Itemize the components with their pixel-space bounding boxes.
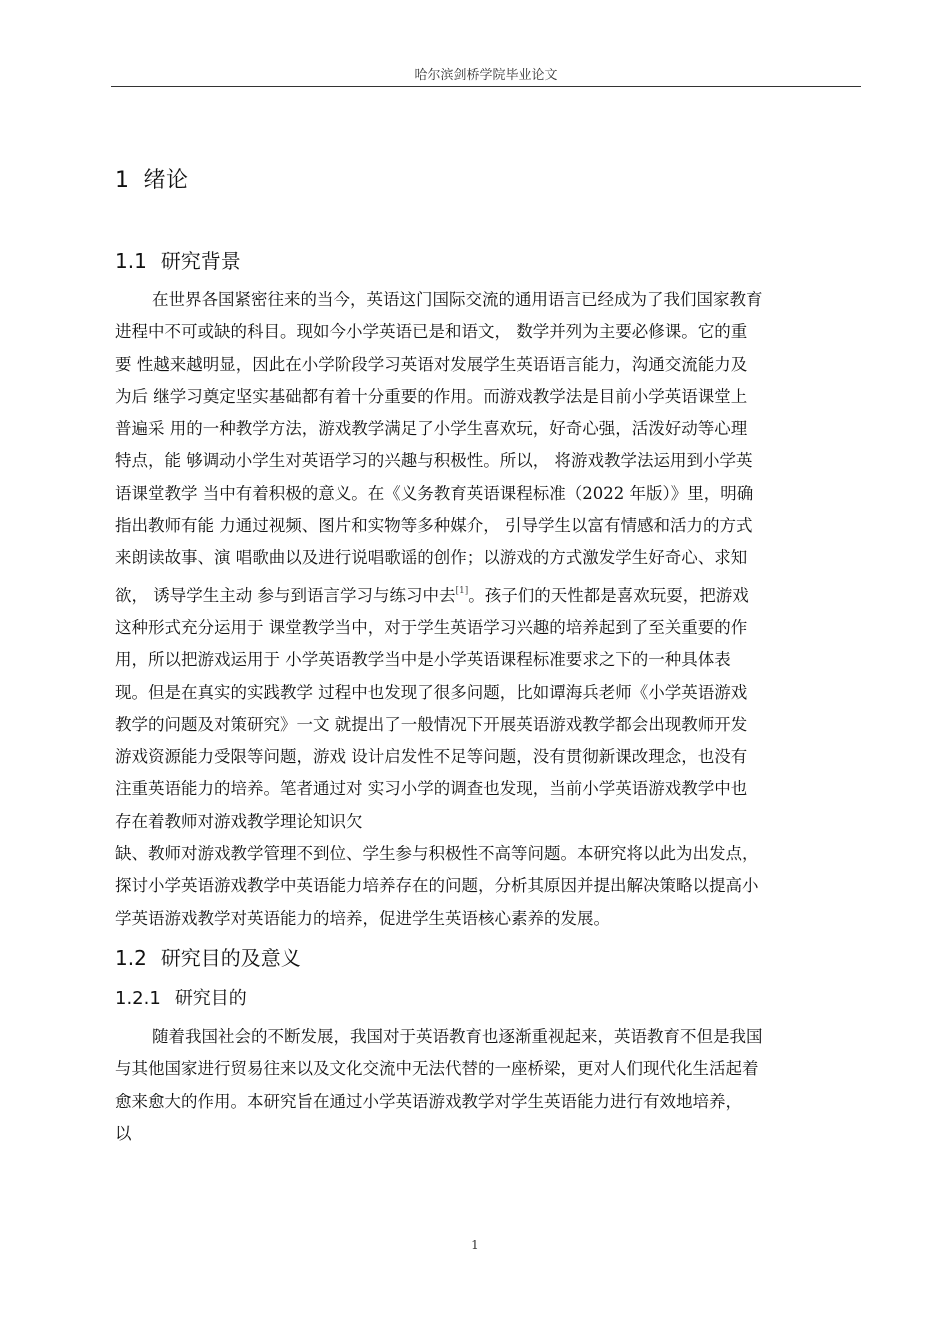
citation-marker[interactable]: [1]: [455, 585, 469, 596]
text-line: 特点，能 够调动小学生对英语学习的兴趣与积极性。所以， 将游戏教学法运用到小学英: [115, 451, 753, 471]
page-number: 1: [471, 1238, 479, 1252]
text-line-with-citation: [115, 575, 860, 612]
text-line: 用，所以把游戏运用于 小学英语教学当中是小学英语课程标准要求之下的一种具体表: [115, 650, 731, 670]
text-segment: 欲， 诱导学生主动 参与到语言学习与练习中去: [115, 585, 456, 605]
text-line: 游戏资源能力受限等问题，游戏 设计启发性不足等问题，没有贯彻新课改理念，也没有: [115, 747, 748, 767]
text-line: 注重英语能力的培养。笔者通过对 实习小学的调查也发现，当前小学英语游戏教学中也: [115, 779, 748, 799]
text-segment: 。孩子们的天性都是喜欢玩耍，把游戏: [468, 585, 749, 605]
text-line: 普遍采 用的一种教学方法，游戏教学满足了小学生喜欢玩，好奇心强，活泼好动等心理: [115, 419, 748, 439]
text-line: 为后 继学习奠定坚实基础都有着十分重要的作用。而游戏教学法是目前小学英语课堂上: [115, 386, 748, 406]
page-header: 哈尔滨剑桥学院毕业论文: [414, 68, 558, 83]
chapter-number: 1: [115, 168, 130, 193]
text-line: 与其他国家进行贸易往来以及文化交流中无法代替的一座桥梁，更对人们现代化生活起着: [115, 1059, 759, 1079]
document-body: [115, 160, 860, 1150]
section-number: 1.2: [115, 945, 147, 970]
text-line: 教学的问题及对策研究》一文 就提出了一般情况下开展英语游戏教学都会出现教师开发: [115, 714, 748, 734]
chapter-title: 绪论: [143, 168, 189, 193]
text-line: 来朗读故事、演 唱歌曲以及进行说唱歌谣的创作；以游戏的方式激发学生好奇心、求知: [115, 548, 748, 568]
text-line: 要 性越来越明显，因此在小学阶段学习英语对发展学生英语语言能力，沟通交流能力及: [115, 354, 748, 374]
text-line: 在世界各国紧密往来的当今，英语这门国际交流的通用语言已经成为了我们国家教育: [152, 290, 763, 309]
text-line: 存在着教师对游戏教学理论知识欠: [115, 811, 363, 831]
text-line: 探讨小学英语游戏教学中英语能力培养存在的问题，分析其原因并提出解决策略以提高小: [115, 876, 759, 896]
section-heading-1-1: [115, 242, 860, 280]
text-line: 进程中不可或缺的科目。现如今小学英语已是和语文， 数学并列为主要必修课。它的重: [115, 322, 748, 342]
header-rule: [111, 86, 861, 87]
paragraph-background: [115, 284, 860, 935]
subsection-title: 研究目的: [174, 987, 247, 1009]
chapter-heading: [115, 160, 860, 202]
section-title: 研究目的及意义: [160, 945, 301, 970]
text-line: 现。但是在真实的实践教学 过程中也发现了很多问题，比如谭海兵老师《小学英语游戏: [115, 682, 748, 702]
text-line: 以: [115, 1123, 132, 1143]
text-line: 学英语游戏教学对英语能力的培养，促进学生英语核心素养的发展。: [115, 908, 610, 928]
subsection-heading-1-2-1: [115, 981, 860, 1017]
text-line: 随着我国社会的不断发展，我国对于英语教育也逐渐重视起来，英语教育不但是我国: [152, 1026, 763, 1046]
text-line: 这种形式充分运用于 课堂教学当中，对于学生英语学习兴趣的培养起到了至关重要的作: [115, 617, 748, 637]
section-number: 1.1: [115, 249, 147, 273]
text-line: 指出教师有能 力通过视频、图片和实物等多种媒介， 引导学生以富有情感和活力的方式: [115, 516, 753, 536]
paragraph-purpose: [115, 1021, 860, 1150]
text-line: 语课堂教学 当中有着积极的意义。在《义务教育英语课程标准（2022 年版）》里，明确: [115, 483, 754, 503]
section-title: 研究背景: [160, 249, 241, 273]
text-line: 愈来愈大的作用。本研究旨在通过小学英语游戏教学对学生英语能力进行有效地培养，: [115, 1091, 742, 1111]
text-line: 缺、教师对游戏教学管理不到位、学生参与积极性不高等问题。本研究将以此为出发点，: [115, 844, 759, 864]
subsection-number: 1.2.1: [115, 987, 161, 1009]
section-heading-1-2: [115, 939, 860, 977]
